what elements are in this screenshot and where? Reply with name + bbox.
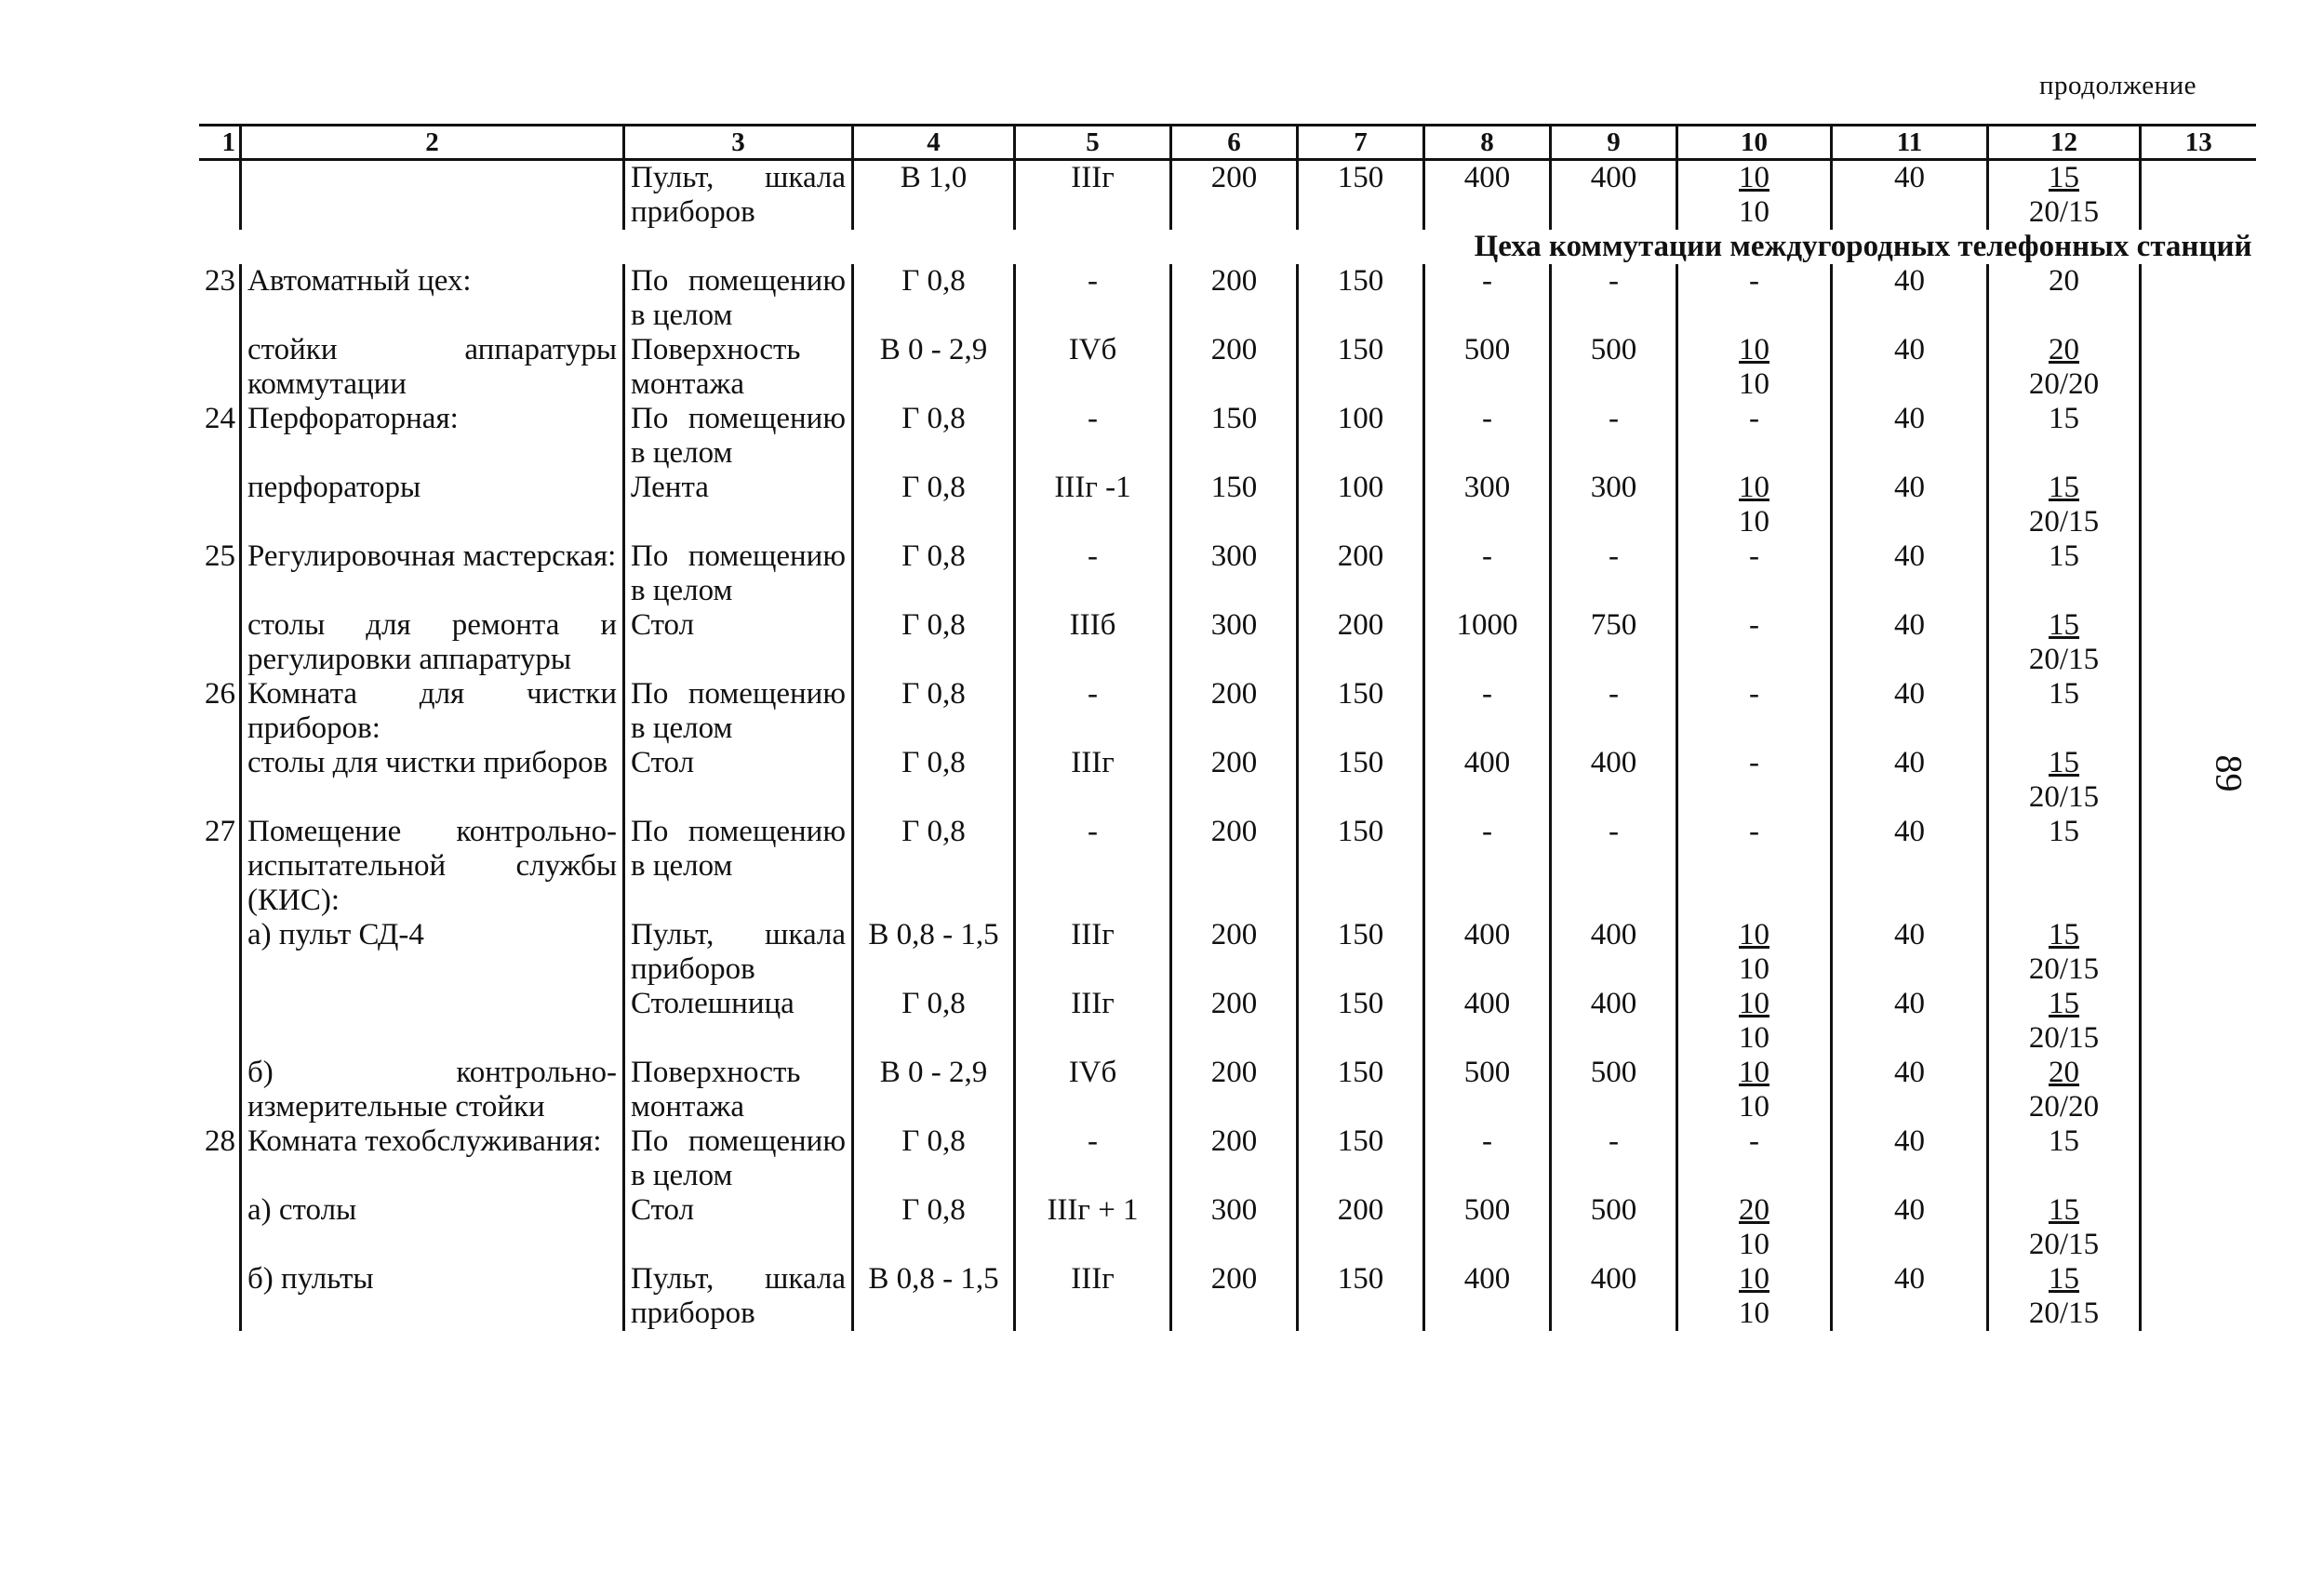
fraction-value	[1739, 471, 1769, 539]
illumination-norms-table	[199, 124, 2256, 1331]
value-col-7: 150	[1298, 746, 1424, 815]
value-col-9: -	[1551, 539, 1677, 608]
value-col-8: -	[1424, 402, 1551, 471]
value-col-6: 300	[1171, 608, 1298, 677]
value-col-13	[2141, 1056, 2256, 1124]
fraction-numerator: 10	[1739, 1262, 1769, 1296]
value-col-12	[1988, 608, 2141, 677]
value-col-13	[2141, 746, 2256, 815]
fraction-value	[1739, 918, 1769, 987]
value-col-7: 200	[1298, 539, 1424, 608]
plane-height: Г 0,8	[853, 608, 1015, 677]
fraction-numerator: 20	[2048, 1056, 2079, 1089]
plane-height: В 0,8 - 1,5	[853, 918, 1015, 987]
value-col-10: -	[1677, 264, 1832, 333]
fraction-denominator: 20/15	[2028, 780, 2100, 814]
room-name: Перфораторная:	[241, 402, 624, 471]
row-number: 27	[205, 815, 235, 848]
value-col-6: 300	[1171, 539, 1298, 608]
plane-height: Г 0,8	[853, 815, 1015, 918]
column-header: 13	[2141, 126, 2256, 160]
fraction-denominator: 20/15	[2028, 1228, 2100, 1261]
value-col-12: 15	[1988, 815, 2141, 918]
fraction-numerator: 10	[1739, 918, 1769, 951]
value-col-6: 200	[1171, 160, 1298, 231]
row-number: 28	[205, 1124, 235, 1158]
value-col-8: 500	[1424, 1056, 1551, 1124]
work-surface: По помещению в целом	[624, 264, 853, 333]
value-col-11: 40	[1832, 264, 1988, 333]
visual-category: IIIг	[1015, 746, 1171, 815]
value-col-12	[1988, 333, 2141, 402]
value-col-8: 400	[1424, 1262, 1551, 1331]
work-surface: Пульт, шкала приборов	[624, 918, 853, 987]
value-col-6: 300	[1171, 1193, 1298, 1262]
fraction-numerator: 15	[2048, 1262, 2079, 1296]
row-number	[199, 160, 241, 231]
work-surface: Стол	[624, 608, 853, 677]
fraction-value	[2029, 918, 2099, 987]
value-col-12	[1988, 987, 2141, 1056]
fraction-denominator: 10	[1739, 1228, 1769, 1261]
value-col-8: 400	[1424, 746, 1551, 815]
column-header: 11	[1832, 126, 1988, 160]
value-col-6: 200	[1171, 1262, 1298, 1331]
fraction-value	[2029, 1193, 2099, 1262]
value-col-8: -	[1424, 1124, 1551, 1193]
fraction-denominator: 20/15	[2028, 952, 2100, 986]
column-header: 7	[1298, 126, 1424, 160]
value-col-11: 40	[1832, 677, 1988, 746]
value-col-11: 40	[1832, 1124, 1988, 1193]
row-number	[199, 608, 241, 677]
value-col-8: -	[1424, 815, 1551, 918]
fraction-denominator: 10	[1739, 367, 1769, 401]
value-col-9: 400	[1551, 918, 1677, 987]
section-title: Цеха коммутации междугородных телефонных станций	[1474, 230, 2252, 263]
row-number: 24	[205, 402, 235, 435]
table-row	[199, 539, 2256, 608]
fraction-numerator: 15	[2048, 161, 2079, 194]
fraction-numerator: 15	[2048, 918, 2079, 951]
row-number	[199, 471, 241, 539]
fraction-denominator: 20/15	[2028, 195, 2100, 229]
value-col-7: 150	[1298, 1056, 1424, 1124]
value-col-9: -	[1551, 815, 1677, 918]
value-col-7: 150	[1298, 987, 1424, 1056]
fraction-denominator: 10	[1739, 1090, 1769, 1124]
fraction-numerator: 15	[2048, 746, 2079, 779]
visual-category: IIIб	[1015, 608, 1171, 677]
value-col-11: 40	[1832, 608, 1988, 677]
fraction-value	[1739, 1056, 1769, 1124]
fraction-value	[2029, 333, 2099, 402]
fraction-numerator: 15	[2048, 987, 2079, 1020]
work-surface: Лента	[624, 471, 853, 539]
continuation-label: продолжение	[2039, 71, 2197, 100]
value-col-9: 500	[1551, 1193, 1677, 1262]
value-col-6: 200	[1171, 815, 1298, 918]
value-col-9: 400	[1551, 160, 1677, 231]
table-row	[199, 264, 2256, 333]
table-row	[199, 677, 2256, 746]
work-surface: По помещению в целом	[624, 815, 853, 918]
room-name: б) пульты	[241, 1262, 624, 1331]
value-col-8: -	[1424, 264, 1551, 333]
room-name: Комната техобслуживания:	[241, 1124, 624, 1193]
value-col-11: 40	[1832, 746, 1988, 815]
row-number: 25	[205, 539, 235, 573]
work-surface: По помещению в целом	[624, 402, 853, 471]
room-name: б) контрольно-измерительные стойки	[241, 1056, 624, 1124]
visual-category: IIIг	[1015, 1262, 1171, 1331]
work-surface: Поверхность монтажа	[624, 1056, 853, 1124]
column-header: 8	[1424, 126, 1551, 160]
value-col-7: 100	[1298, 402, 1424, 471]
value-col-7: 150	[1298, 1262, 1424, 1331]
room-name: столы для чистки приборов	[241, 746, 624, 815]
visual-category: IIIг -1	[1015, 471, 1171, 539]
room-name: перфораторы	[241, 471, 624, 539]
value-col-8: -	[1424, 539, 1551, 608]
visual-category: -	[1015, 677, 1171, 746]
value-col-10: -	[1677, 539, 1832, 608]
fraction-denominator: 20/15	[2028, 1297, 2100, 1330]
value-col-10	[1677, 1193, 1832, 1262]
plane-height: В 0 - 2,9	[853, 333, 1015, 402]
value-col-7: 150	[1298, 1124, 1424, 1193]
fraction-value	[1739, 333, 1769, 402]
value-col-10	[1677, 160, 1832, 231]
value-col-12	[1988, 160, 2141, 231]
header-row	[199, 126, 2256, 160]
plane-height: В 0,8 - 1,5	[853, 1262, 1015, 1331]
work-surface: Пульт, шкала приборов	[624, 160, 853, 231]
fraction-numerator: 10	[1739, 1056, 1769, 1089]
value-col-10	[1677, 471, 1832, 539]
value-col-13	[2141, 264, 2256, 333]
value-col-12	[1988, 471, 2141, 539]
visual-category: IIIг	[1015, 160, 1171, 231]
plane-height: Г 0,8	[853, 264, 1015, 333]
page-number: 89	[2208, 754, 2250, 792]
value-col-12	[1988, 1193, 2141, 1262]
fraction-value	[2029, 1262, 2099, 1331]
value-col-10: -	[1677, 1124, 1832, 1193]
fraction-denominator: 10	[1739, 952, 1769, 986]
fraction-numerator: 15	[2048, 471, 2079, 504]
row-number	[199, 333, 241, 402]
value-col-13	[2141, 1124, 2256, 1193]
value-col-7: 150	[1298, 264, 1424, 333]
plane-height: Г 0,8	[853, 987, 1015, 1056]
value-col-6: 200	[1171, 918, 1298, 987]
plane-height: Г 0,8	[853, 471, 1015, 539]
value-col-10: -	[1677, 746, 1832, 815]
work-surface: Поверхность монтажа	[624, 333, 853, 402]
room-name: а) столы	[241, 1193, 624, 1262]
value-col-10	[1677, 333, 1832, 402]
value-col-11: 40	[1832, 333, 1988, 402]
value-col-7: 150	[1298, 815, 1424, 918]
value-col-9: -	[1551, 402, 1677, 471]
room-name: столы для ремонта и регулировки аппаратуры	[241, 608, 624, 677]
fraction-numerator: 10	[1739, 987, 1769, 1020]
fraction-value	[2029, 987, 2099, 1056]
visual-category: IVб	[1015, 333, 1171, 402]
value-col-6: 200	[1171, 1124, 1298, 1193]
value-col-10	[1677, 918, 1832, 987]
visual-category: IIIг	[1015, 918, 1171, 987]
value-col-11: 40	[1832, 987, 1988, 1056]
work-surface: Стол	[624, 746, 853, 815]
value-col-13	[2141, 677, 2256, 746]
fraction-numerator: 10	[1739, 333, 1769, 366]
value-col-8: 400	[1424, 160, 1551, 231]
table-row	[199, 608, 2256, 677]
room-name: стойки аппаратуры коммутации	[241, 333, 624, 402]
value-col-12	[1988, 1056, 2141, 1124]
value-col-9: 400	[1551, 1262, 1677, 1331]
value-col-6: 200	[1171, 1056, 1298, 1124]
value-col-12: 15	[1988, 1124, 2141, 1193]
work-surface: По помещению в целом	[624, 539, 853, 608]
value-col-9: 400	[1551, 746, 1677, 815]
value-col-11: 40	[1832, 160, 1988, 231]
fraction-numerator: 10	[1739, 471, 1769, 504]
table-row	[199, 1193, 2256, 1262]
fraction-numerator: 15	[2048, 608, 2079, 642]
value-col-13	[2141, 402, 2256, 471]
value-col-6: 150	[1171, 402, 1298, 471]
value-col-9: 400	[1551, 987, 1677, 1056]
value-col-9: 500	[1551, 333, 1677, 402]
table-row	[199, 471, 2256, 539]
value-col-11: 40	[1832, 471, 1988, 539]
value-col-8: 300	[1424, 471, 1551, 539]
value-col-9: -	[1551, 1124, 1677, 1193]
column-header: 2	[241, 126, 624, 160]
value-col-11: 40	[1832, 402, 1988, 471]
column-header: 1	[199, 126, 241, 160]
value-col-9: 500	[1551, 1056, 1677, 1124]
fraction-numerator: 20	[1739, 1193, 1769, 1227]
work-surface: Стол	[624, 1193, 853, 1262]
room-name: Автоматный цех:	[241, 264, 624, 333]
work-surface: По помещению в целом	[624, 677, 853, 746]
value-col-6: 200	[1171, 264, 1298, 333]
row-number: 23	[205, 264, 235, 298]
fraction-denominator: 10	[1739, 1297, 1769, 1330]
fraction-denominator: 20/15	[2028, 1021, 2100, 1055]
fraction-value	[2029, 471, 2099, 539]
plane-height: Г 0,8	[853, 539, 1015, 608]
room-name: Помещение контрольно-испытательной службы (КИС):	[241, 815, 624, 918]
column-header: 5	[1015, 126, 1171, 160]
visual-category: -	[1015, 815, 1171, 918]
value-col-10	[1677, 987, 1832, 1056]
column-header: 4	[853, 126, 1015, 160]
column-header: 12	[1988, 126, 2141, 160]
value-col-11: 40	[1832, 539, 1988, 608]
value-col-12: 15	[1988, 402, 2141, 471]
value-col-7: 150	[1298, 918, 1424, 987]
fraction-value	[1739, 987, 1769, 1056]
table-body	[199, 160, 2256, 1332]
value-col-9: 300	[1551, 471, 1677, 539]
value-col-7: 200	[1298, 1193, 1424, 1262]
value-col-8: -	[1424, 677, 1551, 746]
row-number: 26	[205, 677, 235, 711]
value-col-8: 500	[1424, 1193, 1551, 1262]
value-col-12	[1988, 1262, 2141, 1331]
value-col-13	[2141, 333, 2256, 402]
row-number	[199, 918, 241, 987]
fraction-denominator: 20/20	[2028, 367, 2100, 401]
value-col-6: 200	[1171, 677, 1298, 746]
column-header: 9	[1551, 126, 1677, 160]
plane-height: Г 0,8	[853, 1124, 1015, 1193]
value-col-13	[2141, 987, 2256, 1056]
value-col-7: 150	[1298, 677, 1424, 746]
table-row	[199, 918, 2256, 987]
value-col-11: 40	[1832, 1056, 1988, 1124]
work-surface: Столешница	[624, 987, 853, 1056]
fraction-denominator: 20/20	[2028, 1090, 2100, 1124]
plane-height: В 1,0	[853, 160, 1015, 231]
value-col-12	[1988, 918, 2141, 987]
value-col-13	[2141, 815, 2256, 918]
row-number	[199, 1193, 241, 1262]
fraction-numerator: 10	[1739, 161, 1769, 194]
fraction-denominator: 20/15	[2028, 505, 2100, 539]
value-col-13	[2141, 160, 2256, 231]
value-col-12	[1988, 746, 2141, 815]
value-col-6: 200	[1171, 333, 1298, 402]
value-col-11: 40	[1832, 1262, 1988, 1331]
column-header: 6	[1171, 126, 1298, 160]
plane-height: Г 0,8	[853, 402, 1015, 471]
value-col-10	[1677, 1056, 1832, 1124]
table-row	[199, 746, 2256, 815]
value-col-12: 20	[1988, 264, 2141, 333]
work-surface: Пульт, шкала приборов	[624, 1262, 853, 1331]
value-col-6: 150	[1171, 471, 1298, 539]
value-col-9: 750	[1551, 608, 1677, 677]
row-number	[199, 1056, 241, 1124]
table-row	[199, 1262, 2256, 1331]
value-col-9: -	[1551, 264, 1677, 333]
value-col-13	[2141, 1262, 2256, 1331]
value-col-12: 15	[1988, 677, 2141, 746]
table-row	[199, 987, 2256, 1056]
table-row	[199, 1056, 2256, 1124]
visual-category: -	[1015, 539, 1171, 608]
value-col-13	[2141, 471, 2256, 539]
visual-category: IVб	[1015, 1056, 1171, 1124]
value-col-7: 150	[1298, 333, 1424, 402]
fraction-denominator: 10	[1739, 505, 1769, 539]
visual-category: -	[1015, 402, 1171, 471]
value-col-10: -	[1677, 402, 1832, 471]
row-number	[199, 746, 241, 815]
plane-height: Г 0,8	[853, 746, 1015, 815]
fraction-denominator: 10	[1739, 195, 1769, 229]
table-row	[199, 402, 2256, 471]
value-col-13	[2141, 539, 2256, 608]
fraction-value	[1739, 1193, 1769, 1262]
value-col-7: 150	[1298, 160, 1424, 231]
value-col-10: -	[1677, 608, 1832, 677]
plane-height: Г 0,8	[853, 677, 1015, 746]
value-col-13	[2141, 918, 2256, 987]
visual-category: IIIг + 1	[1015, 1193, 1171, 1262]
room-name	[241, 160, 624, 231]
table-row	[199, 1124, 2256, 1193]
fraction-value	[1739, 161, 1769, 230]
table-row	[199, 333, 2256, 402]
value-col-8: 1000	[1424, 608, 1551, 677]
value-col-11: 40	[1832, 918, 1988, 987]
row-number	[199, 1262, 241, 1331]
table-row	[199, 815, 2256, 918]
fraction-value	[1739, 1262, 1769, 1331]
fraction-value	[2029, 161, 2099, 230]
room-name: а) пульт СД-4	[241, 918, 624, 987]
fraction-value	[2029, 1056, 2099, 1124]
value-col-12: 15	[1988, 539, 2141, 608]
plane-height: В 0 - 2,9	[853, 1056, 1015, 1124]
fraction-numerator: 15	[2048, 1193, 2079, 1227]
fraction-value	[2029, 608, 2099, 677]
fraction-denominator: 10	[1739, 1021, 1769, 1055]
value-col-10	[1677, 1262, 1832, 1331]
value-col-7: 200	[1298, 608, 1424, 677]
value-col-11: 40	[1832, 1193, 1988, 1262]
work-surface: По помещению в целом	[624, 1124, 853, 1193]
fraction-denominator: 20/15	[2028, 643, 2100, 676]
column-header: 10	[1677, 126, 1832, 160]
visual-category: -	[1015, 264, 1171, 333]
visual-category: IIIг	[1015, 987, 1171, 1056]
value-col-8: 400	[1424, 987, 1551, 1056]
value-col-10: -	[1677, 677, 1832, 746]
fraction-value	[2029, 746, 2099, 815]
table-row	[199, 160, 2256, 231]
plane-height: Г 0,8	[853, 1193, 1015, 1262]
value-col-8: 500	[1424, 333, 1551, 402]
value-col-9: -	[1551, 677, 1677, 746]
value-col-6: 200	[1171, 987, 1298, 1056]
row-number	[199, 987, 241, 1056]
section-row	[199, 230, 2256, 264]
room-name	[241, 987, 624, 1056]
value-col-8: 400	[1424, 918, 1551, 987]
visual-category: -	[1015, 1124, 1171, 1193]
value-col-13	[2141, 608, 2256, 677]
value-col-6: 200	[1171, 746, 1298, 815]
value-col-13	[2141, 1193, 2256, 1262]
room-name: Регулировочная мастерская:	[241, 539, 624, 608]
value-col-7: 100	[1298, 471, 1424, 539]
value-col-11: 40	[1832, 815, 1988, 918]
room-name: Комната для чистки приборов:	[241, 677, 624, 746]
value-col-10: -	[1677, 815, 1832, 918]
column-header: 3	[624, 126, 853, 160]
fraction-numerator: 20	[2048, 333, 2079, 366]
